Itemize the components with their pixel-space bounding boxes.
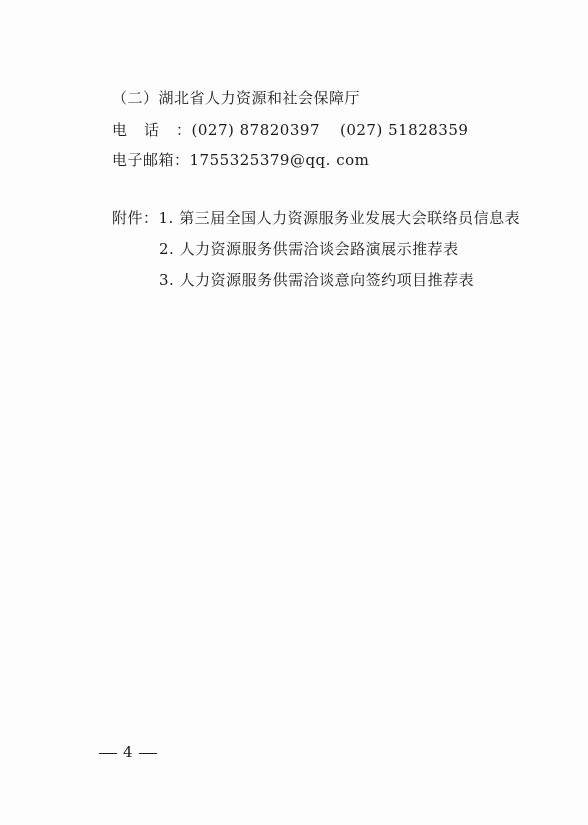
attachments-label: 附件： (112, 209, 159, 227)
contact-heading: （二）湖北省人力资源和社会保障厅 (112, 89, 361, 107)
attachment-item-3: 3. 人力资源服务供需洽谈意向签约项目推荐表 (159, 271, 475, 289)
page-number (93, 742, 163, 762)
phone-colon: ： (176, 121, 192, 139)
phone-number-1: (027) 87820397 (191, 121, 320, 139)
page-number-dash-right (139, 753, 157, 754)
email-line (112, 150, 369, 170)
page-number-value: 4 (123, 743, 133, 761)
email-label: 电子邮箱： (112, 151, 190, 169)
attachment-line-1 (112, 208, 520, 228)
phone-label: 电话 (112, 121, 177, 139)
email-value: 1755325379@qq. com (189, 151, 370, 169)
attachment-item-2: 2. 人力资源服务供需洽谈会路演展示推荐表 (159, 240, 459, 258)
attachment-item-1: 1. 第三届全国人力资源服务业发展大会联络员信息表 (158, 209, 521, 227)
page-number-dash-left (99, 753, 117, 754)
phone-line (112, 120, 468, 140)
phone-number-2: (027) 51828359 (339, 121, 469, 139)
